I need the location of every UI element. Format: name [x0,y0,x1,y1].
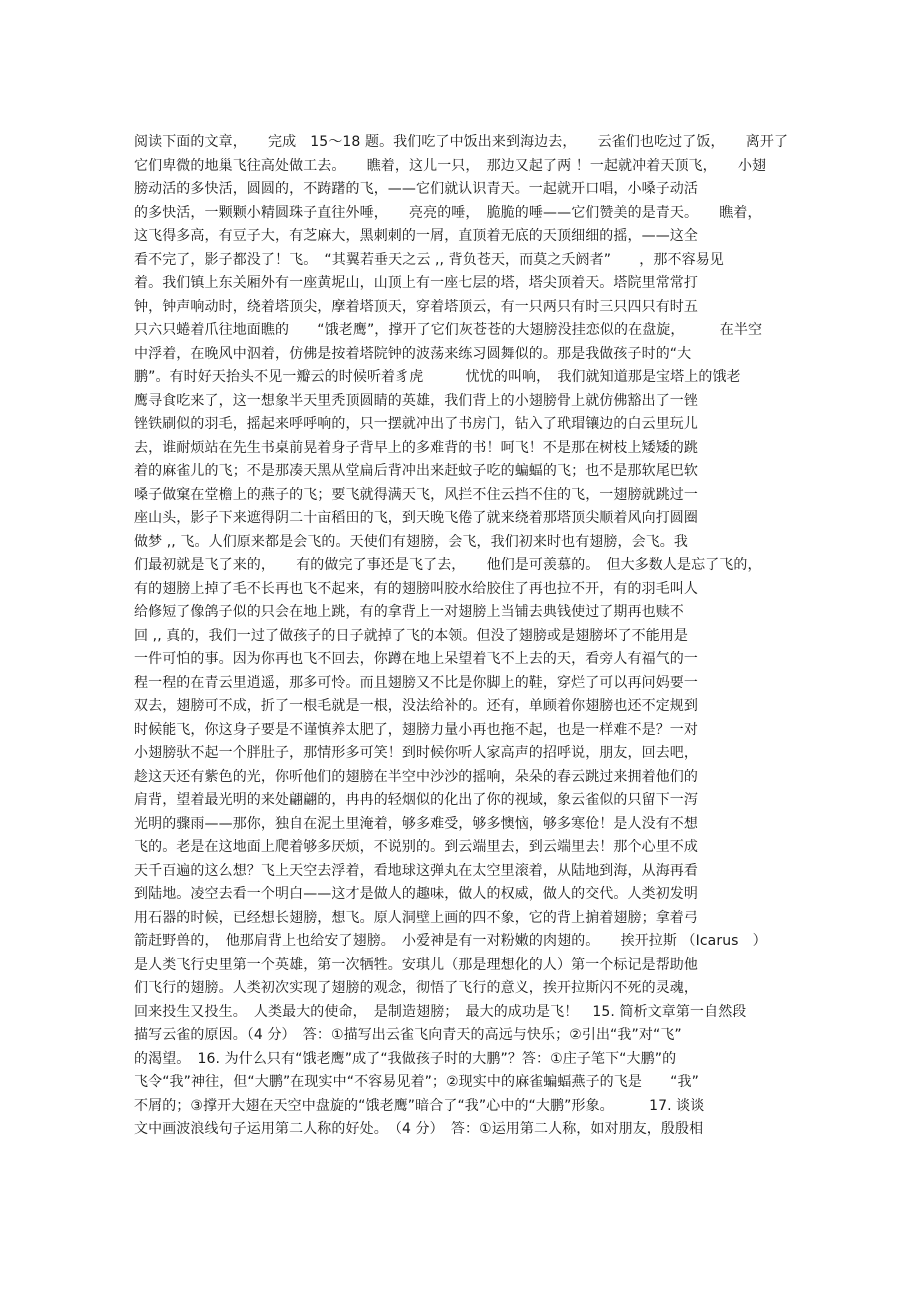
text-line: 用石器的时候，已经想长翅膀，想飞。原人洞壁上画的四不象，它的背上掮着翅膀；拿着弓 [134,909,698,926]
text-line: 看不完了，影子都没了！飞。 “其翼若垂天之云 ,, 背负苍天，而莫之夭阏者” ，那不容易见 [134,251,724,268]
text-line: 趁这天还有紫色的光，你听他们的翅膀在半空中沙沙的摇响，朵朵的春云跳过来拥着他们的 [134,768,698,785]
article-text-block [134,131,794,1142]
text-line: 一件可怕的事。因为你再也飞不回去，你蹲在地上呆望着飞不上去的天，看旁人有福气的一 [134,651,698,667]
text-line: 座山头，影子下来遮得阴二十亩稻田的飞，到天晚飞倦了就来绕着那塔顶尖顺着风向打圆圈 [134,510,698,526]
text-line: 着的麻雀儿的飞；不是那凑天黑从堂扁后背冲出来赶蚊子吃的蝙蝠的飞；也不是那软尾巴软 [134,463,698,479]
text-line: 给修短了像鸽子似的只会在地上跳，有的拿背上一对翅膀上当铺去典钱使过了期再也赎不 [134,604,684,620]
text-line: 嗓子做窠在堂檐上的燕子的飞；要飞就得满天飞，风拦不住云挡不住的飞，一翅膀就跳过一 [134,486,698,503]
text-line: 鹏”。有时好天抬头不见一瓣云的时候听着豸虎 忧忧的叫响， 我们就知道那是宝塔上的饿老 [134,369,741,385]
text-line: 只六只蜷着爪往地面瞧的 “饿老鹰”，撑开了它们灰苍苍的大翅膀没挂恋似的在盘旋， 在半空 [134,322,763,338]
text-line: 它们卑微的地巢飞往高处做工去。 瞧着，这儿一只， 那边又起了两 ！一起就冲着天顶飞， 小翅 [134,157,767,174]
text-line: 描写云雀的原因。（4 分） 答：①描写出云雀飞向青天的高远与快乐；②引出“我”对“飞” [134,1027,682,1043]
text-line: 回 ,, 真的，我们一过了做孩子的日子就掉了飞的本领。但没了翅膀或是翅膀坏了不能用是 [134,627,688,644]
text-line: 阅读下面的文章， 完成 15～18 题。我们吃了中饭出来到海边去， 云雀们也吃过了饭， 离开了 [134,134,789,150]
text-line: 去，谁耐烦站在先生书桌前晃着身子背早上的多难背的书！呵飞！不是那在树枝上矮矮的跳 [134,439,698,456]
text-line: 锉铁刷似的羽毛，摇起来呼呼响的，只一摆就冲出了书房门，钻入了玳瑁镶边的白云里玩儿 [134,416,698,432]
text-line: 箭赶野兽的， 他那肩背上也给安了翅膀。 小爱神是有一对粉嫩的肉翅的。 挨开拉斯 （Icarus ） [134,933,767,949]
text-line: 天千百遍的这么想？飞上天空去浮着，看地球这弹丸在太空里滚着，从陆地到海，从海再看 [134,862,698,879]
text-line: 们飞行的翅膀。人类初次实现了翅膀的观念，彻悟了飞行的意义，挨开拉斯闪不死的灵魂， [134,980,698,996]
text-line: 肩背，望着最光明的来处翩翩的，冉冉的轻烟似的化出了你的视域，象云雀似的只留下一泻 [134,792,698,808]
text-line: 做梦 ,, 飞。人们原来都是会飞的。天使们有翅膀，会飞，我们初来时也有翅膀，会飞。我 [134,533,688,550]
text-line: 中浮着，在晚风中泅着，仿佛是按着塔院钟的波荡来练习圆舞似的。那是我做孩子时的“大 [134,345,692,362]
text-line: 飞令“我”神往，但“大鹏”在现实中“不容易见着”；②现实中的麻雀蝙蝠燕子的飞是 “我” [134,1074,699,1090]
text-line: 到陆地。凌空去看一个明白——这才是做人的趣味，做人的权威，做人的交代。人类初发明 [134,886,698,902]
text-line: 的多快活，一颗颗小精圆珠子直往外唾， 亮亮的唾， 脆脆的唾——它们赞美的是青天。 瞧着， [134,204,762,221]
text-line: 有的翅膀上掉了毛不长再也飞不起来，有的翅膀叫胶水给胶住了再也拉不开，有的羽毛叫人 [134,580,698,597]
text-line: 双去，翅膀可不成，折了一根毛就是一根，没法给补的。还有，单顾着你翅膀也还不定规到 [134,698,698,714]
text-line: 的渴望。 16. 为什么只有“饿老鹰”成了“我做孩子时的大鹏”？答：①庄子笔下“大鹏”的 [134,1050,677,1067]
text-line: 不屑的；③撑开大翅在天空中盘旋的“饿老鹰”暗合了“我”心中的“大鹏”形象。 17. 谈谈 [134,1097,705,1114]
text-line: 们最初就是飞了来的， 有的做完了事还是飞了去， 他们是可羡慕的。 但大多数人是忘了飞的， [134,557,762,573]
text-line: 鹰寻食吃来了，这一想象半天里秃顶圆睛的英雄，我们背上的小翅膀骨上就仿佛豁出了一锉 [134,392,698,409]
text-line: 是人类飞行史里第一个英雄，第一次牺牲。安琪儿（那是理想化的人）第一个标记是帮助他 [134,956,698,973]
text-line: 回来投生又投生。 人类最大的使命， 是制造翅膀； 最大的成功是飞！ 15. 简析文章第一自然段 [134,1003,747,1020]
text-line: 钟，钟声响动时，绕着塔顶尖，摩着塔顶天，穿着塔顶云，有一只两只有时三只四只有时五 [134,298,698,315]
text-line: 光明的骤雨——那你，独自在泥土里淹着，够多难受，够多懊恼，够多寒伧！是人没有不想 [134,815,698,832]
text-line: 膀动活的多快活，圆圆的，不踌躇的飞，——它们就认识青天。一起就开口唱，小嗓子动活 [134,181,698,197]
text-line: 程一程的在青云里逍遥，那多可怜。而且翅膀又不比是你脚上的鞋，穿烂了可以再问妈要一 [134,674,698,691]
text-line: 时候能飞，你这身子要是不谨慎养太肥了，翅膀力量小再也拖不起，也是一样难不是？一对 [134,721,698,738]
text-line: 小翅膀驮不起一个胖肚子，那情形多可笑！到时候你听人家高声的招呼说，朋友，回去吧， [134,745,698,761]
text-line: 这飞得多高，有豆子大，有芝麻大，黑刺刺的一屑，直顶着无底的天顶细细的摇，——这全 [134,228,698,244]
text-line: 着。我们镇上东关厢外有一座黄坭山，山顶上有一座七层的塔，塔尖顶着天。塔院里常常打 [134,275,698,291]
text-line: 飞的。老是在这地面上爬着够多厌烦，不说别的。到云端里去，到云端里去！那个心里不成 [134,839,698,855]
text-line: 文中画波浪线句子运用第二人称的好处。 （4 分） 答：①运用第二人称，如对朋友，殷殷相 [134,1121,704,1137]
